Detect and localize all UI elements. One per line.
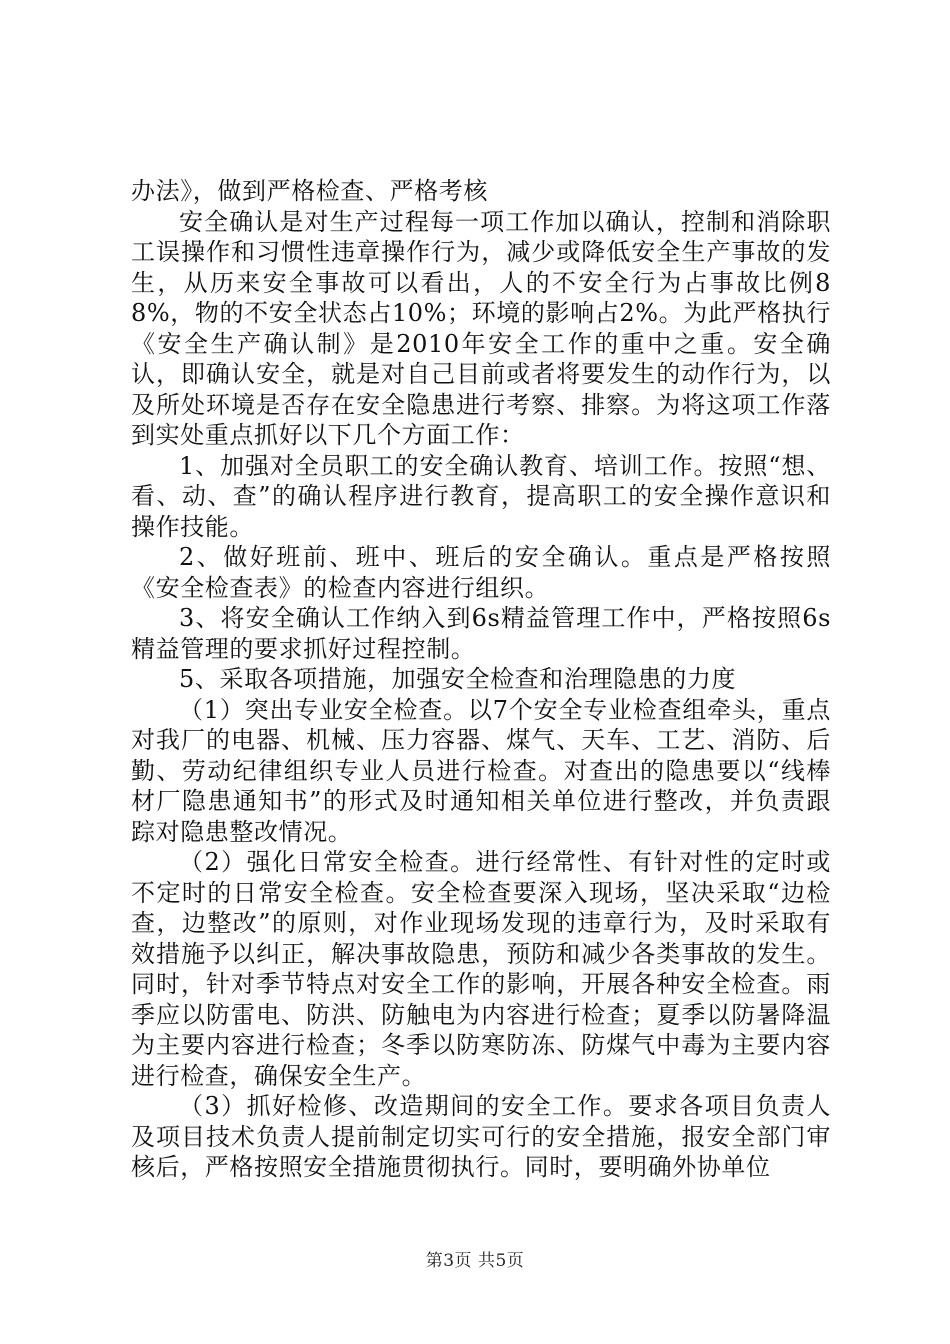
paragraph-subitem-2: （2）强化日常安全检查。进行经常性、有针对性的定时或不定时的日常安全检查。安全检查要深入现场，坚决采取“边检查，边整改”的原则，对作业现场发现的违章行为，及时采取有效措施予以纠正，解决事故隐患，预防和减少各类事故的发生。同时，针对季节特点对安全工作的影响，开展各种安全检查。雨季应以防雷电、防洪、防触电为内容进行检查；夏季以防暑降温为主要内容进行检查；冬季以防寒防冻、防煤气中毒为主要内容进行检查，确保安全生产。: [131, 848, 831, 1090]
paragraph-subitem-3: （3）抓好检修、改造期间的安全工作。要求各项目负责人及项目技术负责人提前制定切实可行的安全措施，报安全部门审核后，严格按照安全措施贯彻执行。同时，要明确外协单位: [131, 1092, 831, 1181]
paragraph-item-3: 3、将安全确认工作纳入到6s精益管理工作中，严格按照6s精益管理的要求抓好过程控制。: [131, 604, 831, 663]
paragraph-safety-confirmation: 安全确认是对生产过程每一项工作加以确认，控制和消除职工误操作和习惯性违章操作行为，减少或降低安全生产事故的发生，从历来安全事故可以看出，人的不安全行为占事故比例88%，物的不安全状态占10%；环境的影响占2%。为此严格执行《安全生产确认制》是2010年安全工作的重中之重。安全确认，即确认安全，就是对自己目前或者将要发生的动作行为，以及所处环境是否存在安全隐患进行考察、排察。为将这项工作落到实处重点抓好以下几个方面工作：: [131, 207, 831, 449]
document-body: [131, 176, 831, 1183]
paragraph-item-1: 1、加强对全员职工的安全确认教育、培训工作。按照“想、看、动、查”的确认程序进行教育，提高职工的安全操作意识和操作技能。: [131, 451, 831, 541]
paragraph-item-2: 2、做好班前、班中、班后的安全确认。重点是严格按照《安全检查表》的检查内容进行组织。: [131, 543, 831, 602]
paragraph-continuation: 办法》，做到严格检查、严格考核: [131, 177, 488, 205]
paragraph-item-5: 5、采取各项措施，加强安全检查和治理隐患的力度: [179, 665, 737, 693]
page-number-footer: 第3页 共5页: [425, 1251, 525, 1271]
paragraph-subitem-1: （1）突出专业安全检查。以7个安全专业检查组牵头，重点对我厂的电器、机械、压力容器、煤气、天车、工艺、消防、后勤、劳动纪律组织专业人员进行检查。对查出的隐患要以“线棒材厂隐患通知书”的形式及时通知相关单位进行整改，并负责跟踪对隐患整改情况。: [131, 695, 831, 846]
